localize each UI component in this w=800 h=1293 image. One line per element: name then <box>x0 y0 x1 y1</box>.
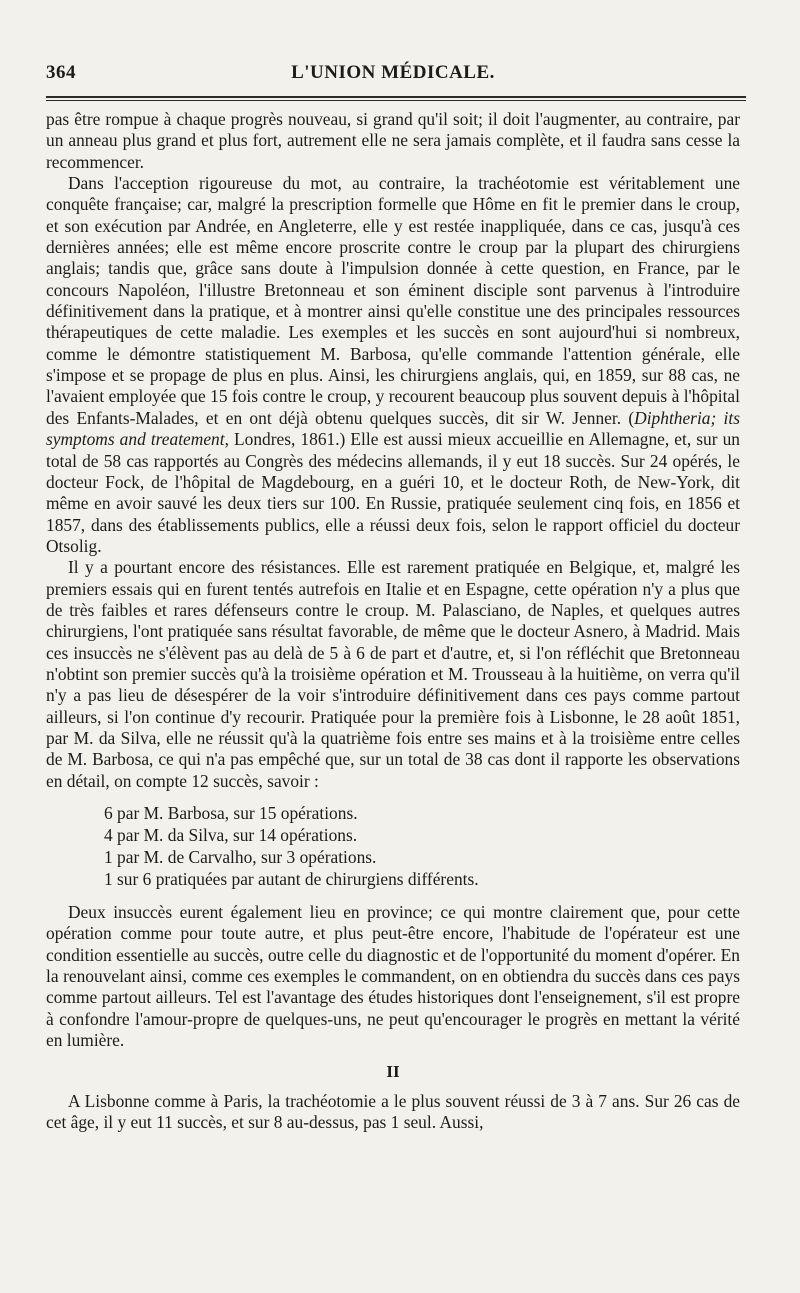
paragraph-text: Dans l'acception rigoureuse du mot, au contraire, la trachéotomie est véritablement une conquête française; car, malgré la prescription formelle que Hôme en fit le premier dans le croup, et son exécution par Andrée, en Angleterre, elle y est restée inappliquée, dans ce cas, jusqu'à ces dernières années; elle est même encore proscrite contre le croup par la plupart des chirurgiens anglais; tandis que, grâce sans doute à l'impulsion donnée à cette question, en France, par le concours Napoléon, l'illustre Bretonneau et son éminent disciple sont parvenus à l'introduire définitivement dans la pratique, et à montrer ainsi qu'elle constitue une des principales ressources thérapeutiques de cette maladie. Les exemples et les succès en sont aujourd'hui si nombreux, comme le démontre statistiquement M. Barbosa, qu'elle commande l'attention générale, elle s'impose et se propage de plus en plus. Ainsi, les chirurgiens anglais, qui, en 1859, sur 88 cas, ne l'avaient employée que 15 fois contre le croup, y recourent beaucoup plus souvent depuis à l'hôpital des Enfants-Malades, et en ont déjà obtenu quelques succès, dit sir W. Jenner. ( <box>46 173 740 428</box>
paragraph-province-failures: Deux insuccès eurent également lieu en province; ce qui montre clairement que, pour cette opération comme pour toute autre, et plus peut-être encore, l'habitude de l'opérateur est une condition essentielle au succès, outre celle du diagnostic et de l'opportunité du moment d'opérer. En la renouvelant ainsi, comme ces exemples le commandent, on en obtiendra du succès dans ces pays comme partout ailleurs. Tel est l'avantage des études historiques dont l'enseignement, s'il est propre à confondre l'amour-propre de quelques-uns, ne peut qu'encourager le progrès en mettant la vérité en lumière. <box>46 902 740 1051</box>
paragraph-resistances: Il y a pourtant encore des résistances. Elle est rarement pratiquée en Belgique, et, malgré les premiers essais qui en furent tentés autrefois en Italie et en Espagne, cette opération n'y a plus que de très faibles et rares défenseurs contre le croup. M. Palasciano, de Naples, et quelques autres chirurgiens, l'ont pratiquée sans résultat favorable, de même que le docteur Asnero, à Madrid. Mais ces insuccès ne s'élèvent pas au delà de 5 à 6 de part et d'autre, et, si l'on réfléchit que Bretonneau n'obtint son premier succès qu'à la troisième opération et M. Trousseau à la huitième, on verra qu'il n'y a pas lieu de désespérer de la voir s'introduire définitivement dans ces pays comme partout ailleurs, si l'on continue d'y recourir. Pratiquée pour la première fois à Lisbonne, le 28 août 1851, par M. da Silva, elle ne réussit qu'à la quatrième fois entre ses mains et à la troisième entre celles de M. Barbosa, ce qui n'a pas empêché que, sur un total de 38 cas dont il rapporte les observations en détail, on compte 12 succès, savoir : <box>46 557 740 791</box>
running-head <box>46 62 740 96</box>
success-list <box>104 802 740 890</box>
article-body <box>46 109 740 1133</box>
page-number: 364 <box>46 62 76 83</box>
section-heading: II <box>386 1062 400 1082</box>
list-item: 1 sur 6 pratiquées par autant de chirurgiens différents. <box>104 869 479 889</box>
list-item: 6 par M. Barbosa, sur 15 opérations. <box>104 803 358 823</box>
paragraph-tracheotomy-conquest <box>46 173 740 557</box>
book-title: Diphtheria; its symptoms and treatement <box>46 407 740 450</box>
paragraph-text: , Londres, 1861.) Elle est aussi mieux accueillie en Allemagne, et, sur un total de 58 cas rapportés au Congrès des médecins allemands, il y eut 18 succès. Sur 24 opérés, le docteur Fock, de l'hôpital de Magdebourg, en a guéri 10, et le docteur Roth, de New-York, dit même en avoir sauvé les deux tiers sur 100. En Russie, pratiquée seulement cinq fois, en 1856 et 1857, dans des établissements publics, elle a réussi deux fois, selon le rapport officiel du docteur Otsolig. <box>46 429 740 556</box>
header-rule <box>46 96 746 98</box>
journal-title: L'UNION MÉDICALE. <box>291 62 495 83</box>
list-item: 4 par M. da Silva, sur 14 opérations. <box>104 825 358 845</box>
paragraph-continuation: pas être rompue à chaque progrès nouveau, si grand qu'il soit; il doit l'augmenter, au contraire, par un anneau plus grand et plus fort, autrement elle ne sera jamais complète, et il faudra sans cesse la recommencer. <box>46 109 740 172</box>
list-item: 1 par M. de Carvalho, sur 3 opérations. <box>104 847 377 867</box>
paragraph-lisbon-paris: A Lisbonne comme à Paris, la trachéotomie a le plus souvent réussi de 3 à 7 ans. Sur 26 cas de cet âge, il y eut 11 succès, et sur 8 au-dessus, pas 1 seul. Aussi, <box>46 1090 740 1133</box>
header-rule-thin <box>46 100 746 101</box>
